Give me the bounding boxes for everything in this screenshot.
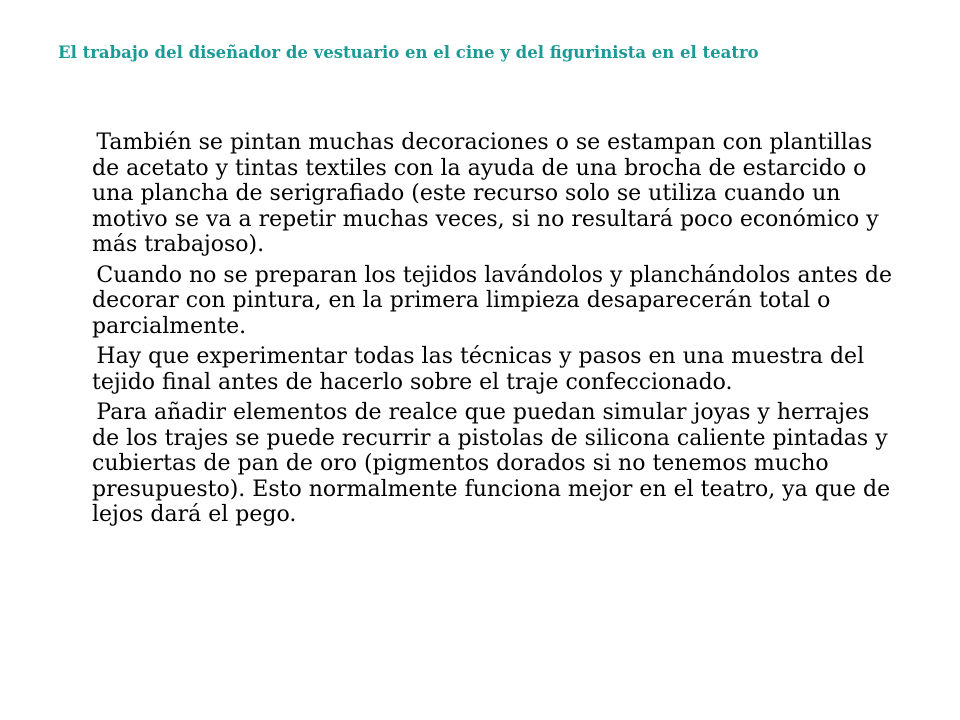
body-paragraph: También se pintan muchas decoraciones o se estampan con plantillas de acetato y tintas textiles con la ayuda de una brocha de estarcido o una plancha de serigrafiado (este recurso solo se utiliza cuando un motivo se va a repetir muchas veces, si no resultará poco económico y más trabajoso). bbox=[92, 130, 879, 257]
body-paragraph: Cuando no se preparan los tejidos lavándolos y planchándolos antes de decorar con pintura, en la primera limpieza desaparecerán total o parcialmente. bbox=[92, 262, 892, 339]
body-paragraph: Hay que experimentar todas las técnicas y pasos en una muestra del tejido final antes de hacerlo sobre el traje confeccionado. bbox=[92, 344, 865, 395]
body-paragraph: Para añadir elementos de realce que puedan simular joyas y herrajes de los trajes se puede recurrir a pistolas de silicona caliente pintadas y cubiertas de pan de oro (pigmentos dorados si no tenemos mucho presupuesto). Esto normalmente funciona mejor en el teatro, ya que de lejos dará el pego. bbox=[92, 400, 891, 527]
slide-title: El trabajo del diseñador de vestuario en el cine y del figurinista en el teatro bbox=[58, 43, 759, 62]
slide-body bbox=[92, 130, 892, 533]
